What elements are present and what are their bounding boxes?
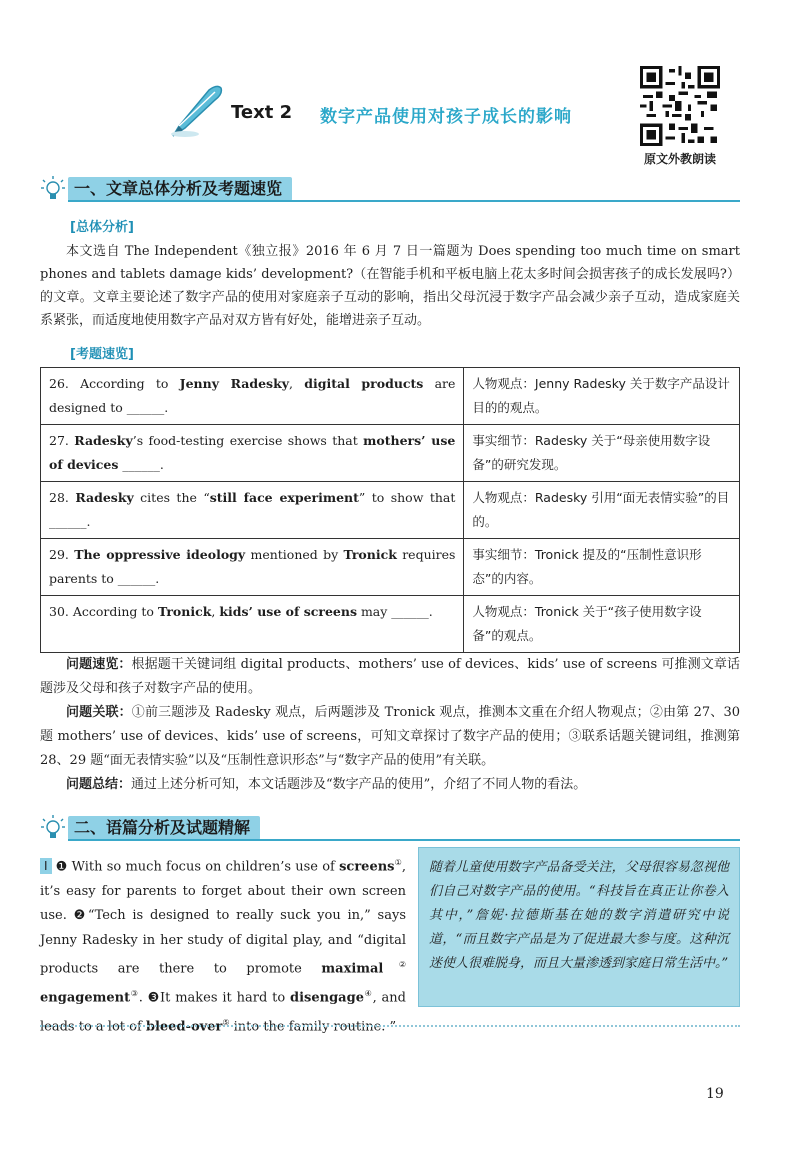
question-keyword: still face experiment bbox=[209, 490, 359, 505]
question-text: 26. According to bbox=[49, 376, 180, 391]
vocab-word[interactable]: disengage bbox=[290, 990, 364, 1006]
page-title: 数字产品使用对孩子成长的影响 bbox=[320, 107, 572, 127]
question-keyword: Tronick bbox=[343, 547, 397, 562]
overview-tag: [总体分析] bbox=[70, 220, 134, 235]
english-passage bbox=[40, 851, 406, 1040]
question-cell bbox=[41, 596, 464, 653]
passage-text: into the family routine. ” bbox=[229, 1019, 397, 1035]
vocab-word[interactable]: maximal bbox=[321, 961, 384, 977]
question-type-cell: 人物观点：Tronick 关于“孩子使用数字设备”的观点。 bbox=[464, 596, 740, 653]
question-text: ” to show that ______. bbox=[49, 490, 456, 529]
vocab-word[interactable]: screens bbox=[339, 859, 395, 875]
footnote-marker: ② bbox=[383, 960, 406, 970]
analysis-overview bbox=[40, 653, 740, 701]
question-cell bbox=[41, 539, 464, 596]
question-cell bbox=[41, 425, 464, 482]
analysis-text: ①前三题涉及 Radesky 观点，后两题涉及 Tronick 观点，推测本文重在介绍人物观点；②由第 27、30 题 mothers’ use of devices、kids’ use of screens，可知文章探讨了数字产品的使用；③联系话题关键词组，推测第 28、29 题“面无表情实验”以及“压制性意识形态”与“数字产品的使用”有关联。 bbox=[40, 705, 740, 768]
analysis-label: 问题关联： bbox=[66, 705, 132, 720]
question-text: mentioned by bbox=[245, 547, 344, 562]
section-heading-label: 一、文章总体分析及考题速览 bbox=[68, 177, 292, 201]
question-text: ______. bbox=[118, 457, 164, 472]
footnote-marker: ③ bbox=[130, 989, 139, 999]
qr-caption: 原文外教朗读 bbox=[643, 152, 716, 166]
analysis-label: 问题总结： bbox=[66, 777, 132, 792]
question-row bbox=[41, 596, 740, 653]
section-rule bbox=[68, 200, 740, 202]
analysis-text: 根据题干关键词组 digital products、mothers’ use of devices、kids’ use of screens 可推测文章话题涉及父母和孩子对数字产品的使用。 bbox=[40, 657, 740, 696]
question-text: may ______. bbox=[356, 604, 433, 619]
analysis-label: 问题速览： bbox=[66, 657, 132, 672]
question-text: , bbox=[211, 604, 220, 619]
quill-pen-icon bbox=[165, 82, 225, 142]
vocab-word[interactable]: bleed-over bbox=[145, 1019, 223, 1035]
translation-box: 随着儿童使用数字产品备受关注，父母很容易忽视他们自己对数字产品的使用。“科技旨在真正让你卷入其中，”詹妮·拉德斯基在她的数字消遣研究中说道，“而且数字产品是为了促进最大参与度。这种沉迷使人很难脱身，而且大量渗透到家庭日常生活中。” bbox=[418, 847, 740, 1007]
question-text: , bbox=[289, 376, 305, 391]
section-heading-label: 二、语篇分析及试题精解 bbox=[68, 816, 260, 840]
question-text: 30. According to bbox=[49, 604, 158, 619]
text-number-label: Text 2 bbox=[231, 102, 293, 123]
footnote-marker: ① bbox=[394, 858, 402, 867]
question-table bbox=[40, 367, 740, 653]
analysis-connection bbox=[40, 701, 740, 773]
section-heading-1 bbox=[40, 173, 740, 205]
lightbulb-icon bbox=[40, 814, 66, 842]
passage-text: ❶ With so much focus on children’s use of bbox=[55, 859, 340, 875]
section-rule bbox=[68, 839, 740, 841]
qr-code-icon[interactable] bbox=[640, 66, 720, 146]
question-text: 27. bbox=[49, 433, 75, 448]
question-keyword: The oppressive ideology bbox=[74, 547, 246, 562]
question-row bbox=[41, 425, 740, 482]
analysis-block bbox=[40, 653, 740, 797]
question-type-cell: 事实细节：Tronick 提及的“压制性意识形态”的内容。 bbox=[464, 539, 740, 596]
dotted-divider bbox=[40, 1025, 740, 1027]
analysis-summary bbox=[40, 773, 740, 797]
question-type-cell: 事实细节：Radesky 关于“母亲使用数字设备”的研究发现。 bbox=[464, 425, 740, 482]
paragraph-marker: Ⅰ bbox=[40, 858, 52, 874]
overview-paragraph: 本文选自 The Independent《独立报》2016 年 6 月 7 日一篇题为 Does spending too much time on smart phones and tablets damage kids’ development?（在智能手机和平板电脑上花太多时间会损害孩子的成长发展吗?）的文章。文章主要论述了数字产品的使用对家庭亲子互动的影响，指出父母沉浸于数字产品会减少亲子互动，造成家庭关系紧张，而适度地使用数字产品对双方皆有好处，能增进亲子互动。 bbox=[40, 244, 740, 328]
footnote-marker: ⑤ bbox=[222, 1017, 230, 1027]
question-row bbox=[41, 482, 740, 539]
passage-text: , and leads to a lot of bbox=[40, 990, 406, 1035]
question-type-cell: 人物观点：Jenny Radesky 关于数字产品设计目的的观点。 bbox=[464, 368, 740, 425]
question-keyword: Tronick bbox=[157, 604, 212, 619]
question-row bbox=[41, 539, 740, 596]
question-text: ’s food-testing exercise shows that bbox=[132, 433, 364, 448]
question-cell bbox=[41, 368, 464, 425]
page-number: 19 bbox=[706, 1086, 724, 1102]
question-text: cites the “ bbox=[133, 490, 210, 505]
question-keyword: Jenny Radesky bbox=[179, 376, 290, 391]
question-text: 28. bbox=[49, 490, 76, 505]
vocab-word[interactable]: engagement bbox=[40, 990, 131, 1006]
question-cell bbox=[41, 482, 464, 539]
passage-text: , it’s easy for parents to forget about their own screen use. ❷“Tech is designed to really suck you in,” says Jenny Radesky in her study of digital play, and “digital products are there to promote bbox=[40, 859, 407, 977]
question-row bbox=[41, 368, 740, 425]
questions-tag: [考题速览] bbox=[70, 347, 134, 362]
question-text: requires parents to ______. bbox=[49, 547, 456, 586]
question-text: are designed to ______. bbox=[49, 376, 456, 415]
question-keyword: Radesky bbox=[75, 490, 134, 505]
analysis-text: 通过上述分析可知，本文话题涉及“数字产品的使用”，介绍了不同人物的看法。 bbox=[131, 777, 587, 792]
question-keyword: Radesky bbox=[74, 433, 133, 448]
passage-text: . ❸It makes it hard to bbox=[138, 990, 291, 1006]
question-text: 29. bbox=[49, 547, 75, 562]
section-heading-2 bbox=[40, 812, 740, 844]
footnote-marker: ④ bbox=[363, 989, 373, 999]
question-type-cell: 人物观点：Radesky 引用“面无表情实验”的目的。 bbox=[464, 482, 740, 539]
question-keyword: mothers’ use of devices bbox=[49, 433, 456, 472]
header bbox=[165, 82, 635, 142]
lightbulb-icon bbox=[40, 175, 66, 203]
question-keyword: digital products bbox=[304, 376, 424, 391]
question-keyword: kids’ use of screens bbox=[219, 604, 357, 619]
